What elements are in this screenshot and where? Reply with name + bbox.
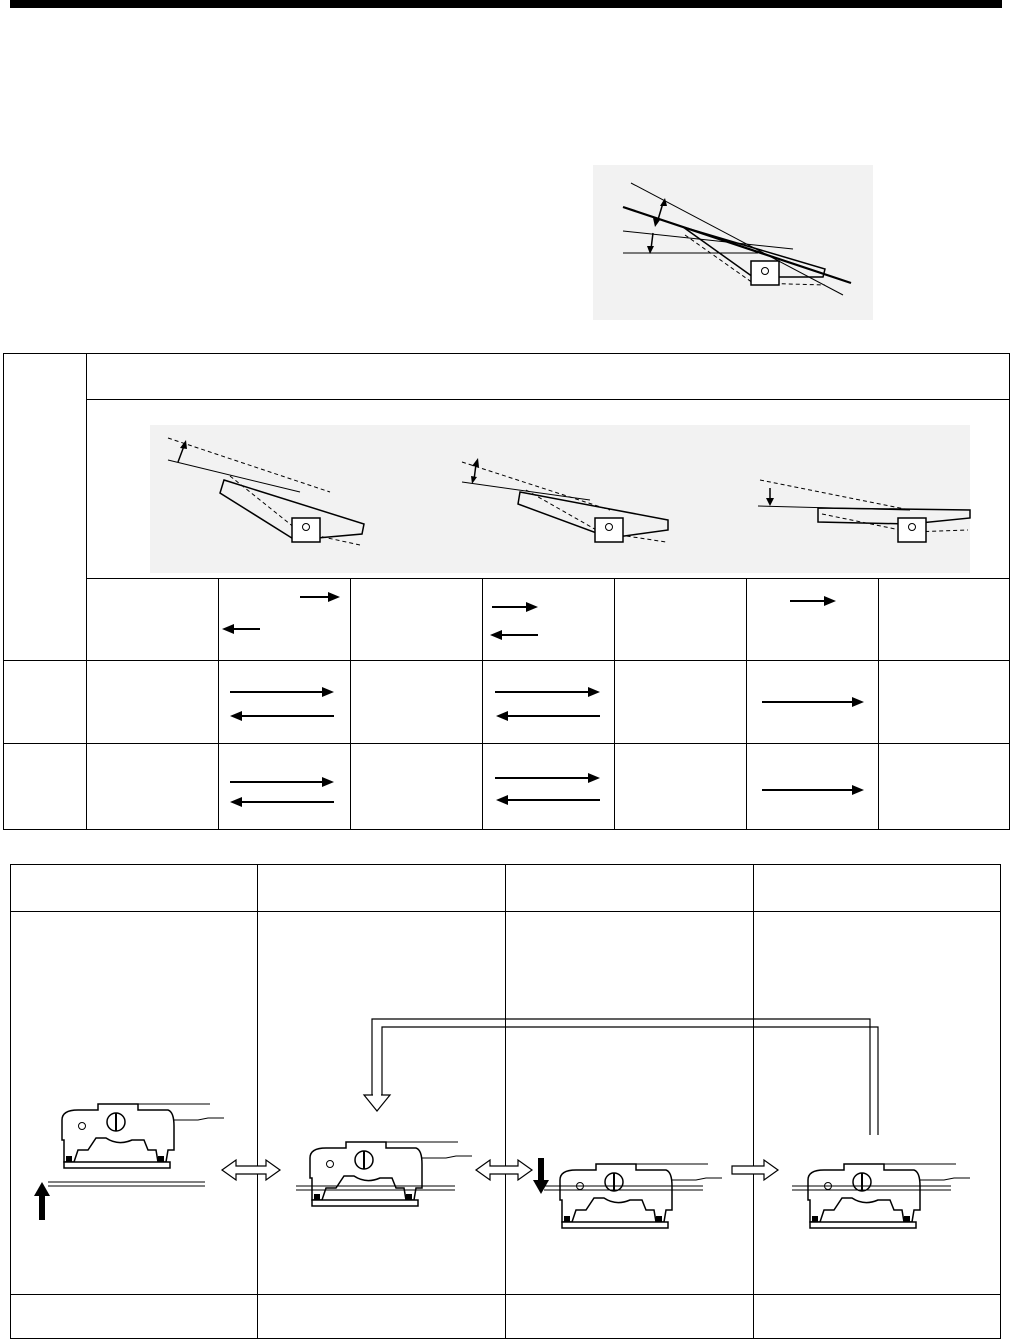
pressure-foot-icon (310, 1142, 472, 1206)
arrow-down-icon (533, 1158, 549, 1194)
right-arrow-icon (492, 602, 538, 612)
double-arrow-icon (222, 1160, 280, 1180)
left-arrow-icon (490, 630, 538, 640)
pressure-foot-icon (808, 1164, 970, 1228)
arrow-up-icon (34, 1182, 50, 1220)
right-arrow-icon (790, 596, 836, 606)
pressure-foot-icon (560, 1164, 722, 1228)
row1-arrows (220, 585, 870, 645)
angle-figure (593, 165, 873, 320)
foot-sequence-drawings (10, 1090, 1001, 1310)
row2-arrows (220, 680, 870, 730)
right-arrow-icon (300, 592, 340, 602)
foot-angle-figures (90, 400, 995, 578)
pressure-foot-icon (62, 1104, 224, 1168)
right-arrow-icon (732, 1160, 778, 1180)
row3-arrows (220, 770, 870, 820)
left-arrow-icon (222, 624, 260, 634)
header-rule (10, 0, 1002, 8)
double-arrow-icon (476, 1160, 532, 1180)
